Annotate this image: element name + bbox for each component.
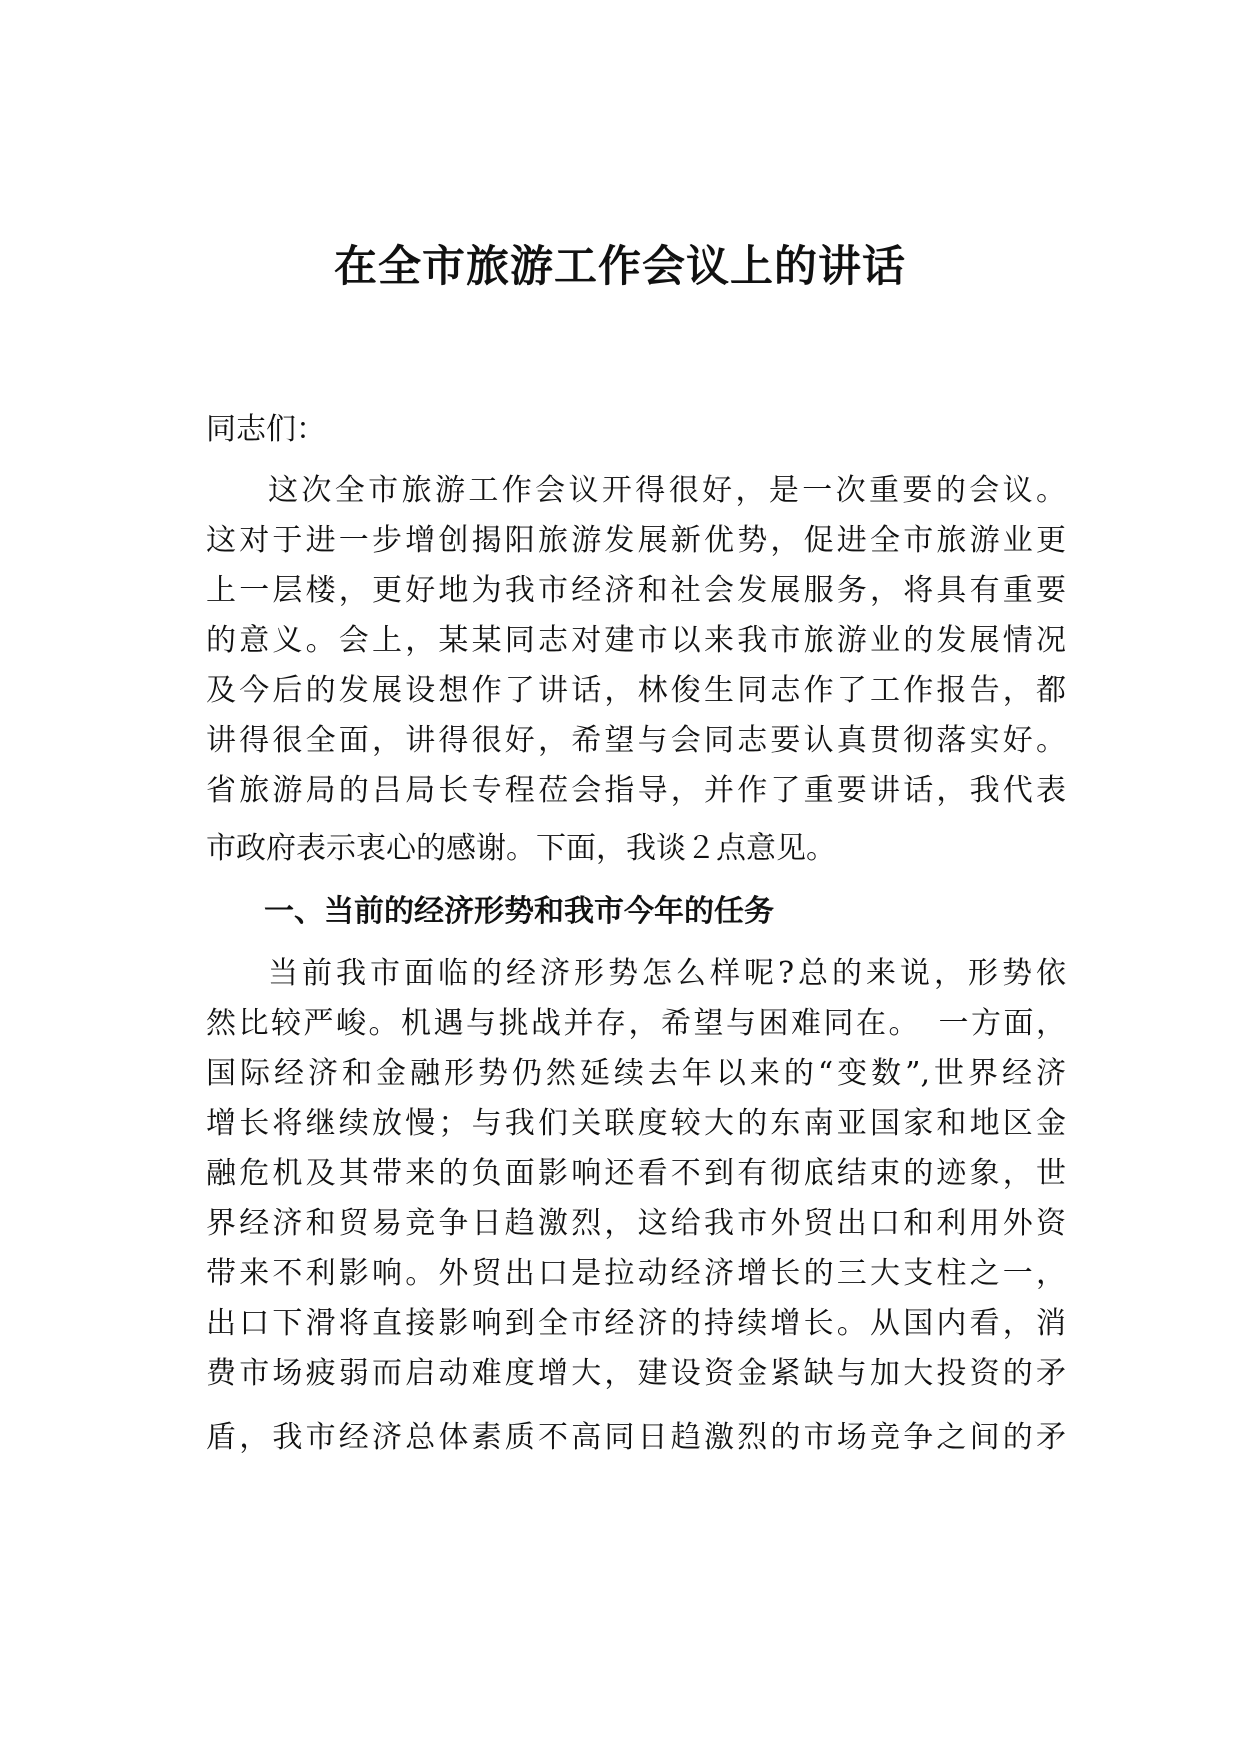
paragraph-line: 出口下滑将直接影响到全市经济的持续增长。从国内看，消	[206, 1306, 1066, 1341]
paragraph-line: 国际经济和金融形势仍然延续去年以来的“变数”,世界经济	[206, 1056, 1066, 1091]
paragraph-line: 这对于进一步增创揭阳旅游发展新优势，促进全市旅游业更	[206, 523, 1066, 558]
paragraph-line: 增长将继续放慢；与我们关联度较大的东南亚国家和地区金	[206, 1106, 1066, 1141]
paragraph-line: 界经济和贸易竞争日趋激烈，这给我市外贸出口和利用外资	[206, 1206, 1066, 1241]
paragraph-line: 的意义。会上，某某同志对建市以来我市旅游业的发展情况	[206, 623, 1066, 658]
paragraph-line: 这次全市旅游工作会议开得很好，是一次重要的会议。	[268, 473, 1066, 508]
paragraph-line: 然比较严峻。机遇与挑战并存，希望与困难同在。 一方面，	[206, 1006, 1066, 1041]
paragraph-line: 带来不利影响。外贸出口是拉动经济增长的三大支柱之一，	[206, 1256, 1066, 1291]
paragraph-line: 讲得很全面，讲得很好，希望与会同志要认真贯彻落实好。	[206, 723, 1066, 758]
paragraph-line: 融危机及其带来的负面影响还看不到有彻底结束的迹象，世	[206, 1156, 1066, 1191]
section-heading: 一、当前的经济形势和我市今年的任务	[264, 894, 774, 929]
document-title: 在全市旅游工作会议上的讲话	[334, 242, 906, 292]
paragraph-line: 及今后的发展设想作了讲话，林俊生同志作了工作报告，都	[206, 673, 1066, 708]
paragraph-line: 省旅游局的吕局长专程莅会指导，并作了重要讲话，我代表	[206, 773, 1066, 808]
paragraph-line: 盾，我市经济总体素质不高同日趋激烈的市场竞争之间的矛	[206, 1420, 1066, 1455]
paragraph-line: 市政府表示衷心的感谢。下面，我谈２点意见。	[206, 831, 836, 866]
paragraph-line: 当前我市面临的经济形势怎么样呢?总的来说，形势依	[268, 956, 1066, 991]
paragraph-line: 上一层楼，更好地为我市经济和社会发展服务，将具有重要	[206, 573, 1066, 608]
paragraph-line: 费市场疲弱而启动难度增大，建设资金紧缺与加大投资的矛	[206, 1356, 1066, 1391]
salutation: 同志们：	[206, 412, 326, 447]
